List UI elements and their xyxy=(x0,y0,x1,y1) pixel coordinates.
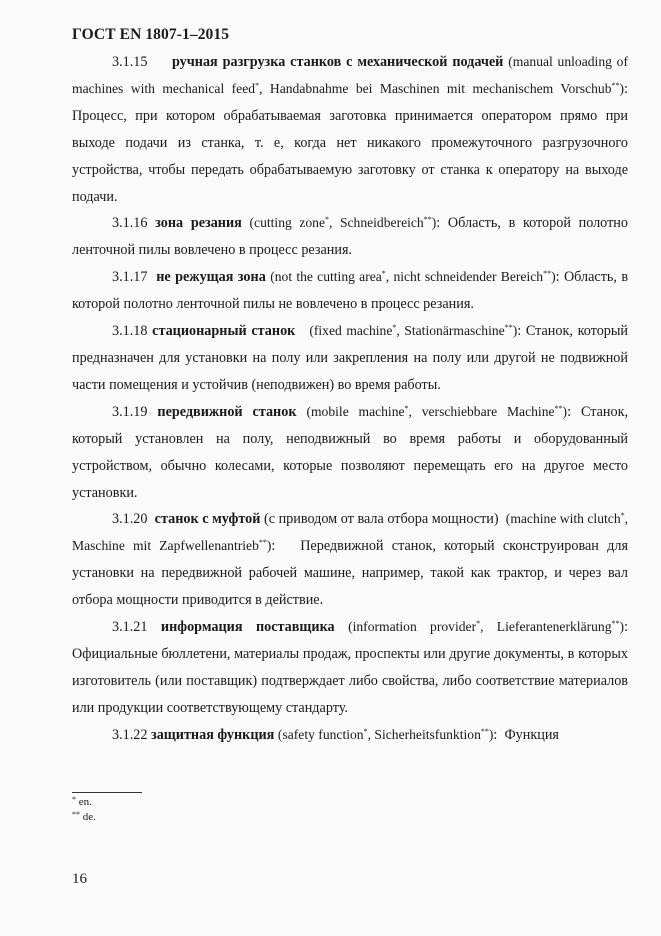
clause-number: 3.1.20 xyxy=(112,511,148,528)
clause-number: 3.1.19 xyxy=(112,403,148,420)
german-term: nicht schneidender Bereich xyxy=(393,269,544,285)
english-term: cutting zone xyxy=(254,215,325,231)
german-term: Sicherheitsfunktion xyxy=(374,726,481,742)
definition-text: Станок, который установлен на полу, неподвижный во время работы и оборудованный устройством, обычно колесами, которые позволяют перемещать его на другое место установки. xyxy=(72,403,629,501)
definition-3-1-15: 3.1.15 ручная разгрузка станков с механической подачей (manual unloading of machines with mechanical feed*, Handabnahme bei Maschinen mit mechanischem Vorschub**): Процесс, при котором обрабатываемая заготовка принимается оператором прямо при выходе подачи из станка, т. е, когда нет никакого промежуточного разгрузочного устройства, чтобы передать обрабатываемую заготовку от станка к оператору на выходе подачи. xyxy=(72,54,629,205)
clause-number: 3.1.17 xyxy=(112,269,148,286)
footnote-de xyxy=(72,810,96,825)
english-term: safety function xyxy=(282,726,364,742)
page-number: 16 xyxy=(72,871,87,887)
foreign-terms: (information provider*, Lieferantenerklärung**) xyxy=(348,619,625,635)
german-term: Schneidbereich xyxy=(339,215,424,231)
footnote-text: de. xyxy=(82,810,96,823)
english-term: manual unloading of machines with mechanical feed xyxy=(72,54,628,96)
definition-text: Область, в которой полотно ленточной пилы вовлечено в процесс резания. xyxy=(72,215,628,259)
clause-number: 3.1.22 xyxy=(112,726,148,743)
german-term: Handabnahme bei Maschinen mit mechanischem Vorschub xyxy=(269,80,612,96)
foreign-terms: (cutting zone*, Schneidbereich**) xyxy=(249,215,437,231)
definition-3-1-21: 3.1.21 информация поставщика (information provider*, Lieferantenerklärung**): Официальные бюллетени, материалы продаж, проспекты или другие документы, в которых изготовитель (или поставщик) подтверждает либо свойства, либо соответствие материалов или продукции соответствующему стандарту. xyxy=(72,619,629,716)
foreign-terms: (machine with clutch*, Maschine mit Zapfwellenantrieb**) xyxy=(72,511,629,554)
foreign-terms: (safety function*, Sicherheitsfunktion**) xyxy=(277,726,494,742)
foreign-terms: (manual unloading of machines with mechanical feed*, Handabnahme bei Maschinen mit mechanischem Vorschub**) xyxy=(72,54,628,96)
german-term: Stationärmaschine xyxy=(404,323,505,339)
english-term: mobile machine xyxy=(310,403,405,419)
clause-number: 3.1.15 xyxy=(112,54,148,70)
term: стационарный станок xyxy=(152,323,296,340)
english-term: fixed machine xyxy=(313,323,393,339)
foreign-terms: (mobile machine*, verschiebbare Machine**) xyxy=(306,403,568,419)
footnotes xyxy=(72,795,96,824)
definition-text: Функция xyxy=(504,726,559,743)
footnote-divider xyxy=(72,792,142,793)
definition-3-1-22: 3.1.22 защитная функция (safety function*, Sicherheitsfunktion**): Функция xyxy=(112,726,559,743)
definition-text: Станок, который предназначен для установки на полу или закрепления на полу или другой не подвижной части помещения и устойчив (неподвижен) во время работы. xyxy=(72,323,629,393)
term: передвижной станок xyxy=(157,403,297,420)
definition-text: Официальные бюллетени, материалы продаж, проспекты или другие документы, в которых изготовитель (или поставщик) подтверждает либо свойства, либо соответствие материалов или продукции соответствующему стандарту. xyxy=(72,645,628,716)
definition-3-1-17: 3.1.17 не режущая зона (not the cutting area*, nicht schneidender Bereich**): Область, в которой полотно ленточной пилы не вовлечено в процесс резания. xyxy=(72,269,629,313)
definition-3-1-16: 3.1.16 зона резания (cutting zone*, Schneidbereich**): Область, в которой полотно ленточной пилы вовлечено в процесс резания. xyxy=(72,215,628,259)
document-body xyxy=(72,49,628,749)
definition-text: Область, в которой полотно ленточной пилы не вовлечено в процесс резания. xyxy=(72,269,629,313)
footnote-text: en. xyxy=(78,796,92,808)
english-term: not the cutting area xyxy=(274,269,382,285)
english-term: machine with clutch xyxy=(510,511,621,527)
term: не режущая зона xyxy=(156,269,266,286)
definition-text: Передвижной станок, который сконструирован для установки на передвижной рабочей машине, например, такой как трактор, и через вал отбора мощности приводится в действие. xyxy=(72,538,628,609)
foreign-terms: (not the cutting area*, nicht schneidender Bereich**) xyxy=(270,269,556,285)
definition-text: Процесс, при котором обрабатываемая заготовка принимается оператором прямо при выходе подачи из станка, т. е, когда нет никакого промежуточного разгрузочного устройства, чтобы передать обрабатываемую заготовку от станка к оператору на выходе подачи. xyxy=(72,107,628,205)
definition-3-1-20: 3.1.20 станок с муфтой (с приводом от вала отбора мощности) (machine with clutch*, Maschine mit Zapfwellenantrieb**): Передвижной станок, который сконструирован для установки на передвижной рабочей машине, например, такой как трактор, и через вал отбора мощности приводится в действие. xyxy=(72,511,629,609)
term: ручная разгрузка станков с механической подачей xyxy=(171,54,504,70)
clause-number: 3.1.16 xyxy=(112,215,148,232)
term-aside: (с приводом от вала отбора мощности) xyxy=(263,511,499,528)
term: зона резания xyxy=(155,215,242,232)
german-term: verschiebbare Machine xyxy=(421,403,555,419)
foreign-terms: (fixed machine*, Stationärmaschine**) xyxy=(309,323,518,339)
german-term: Maschine mit Zapfwellenantrieb xyxy=(72,538,259,554)
definition-3-1-19: 3.1.19 передвижной станок (mobile machine*, verschiebbare Machine**): Станок, который установлен на полу, неподвижный во время работы и оборудованный устройством, обычно колесами, которые позволяют перемещать его на другое место установки. xyxy=(72,403,629,501)
term: информация поставщика xyxy=(160,619,335,636)
footnote-mark: ** xyxy=(72,809,80,819)
english-term: information provider xyxy=(352,619,477,635)
document-header: ГОСТ EN 1807-1–2015 xyxy=(72,26,230,43)
footnote-en xyxy=(72,795,96,810)
clause-number: 3.1.18 xyxy=(112,323,148,340)
term: станок с муфтой xyxy=(154,511,261,528)
clause-number: 3.1.21 xyxy=(112,619,148,636)
definition-3-1-18: 3.1.18 стационарный станок (fixed machine*, Stationärmaschine**): Станок, который предназначен для установки на полу или закрепления на полу или другой не подвижной части помещения и устойчив (неподвижен) во время работы. xyxy=(72,323,629,393)
footnote-mark: * xyxy=(72,795,76,804)
term: защитная функция xyxy=(151,726,275,743)
german-term: Lieferantenerklärung xyxy=(496,619,612,635)
